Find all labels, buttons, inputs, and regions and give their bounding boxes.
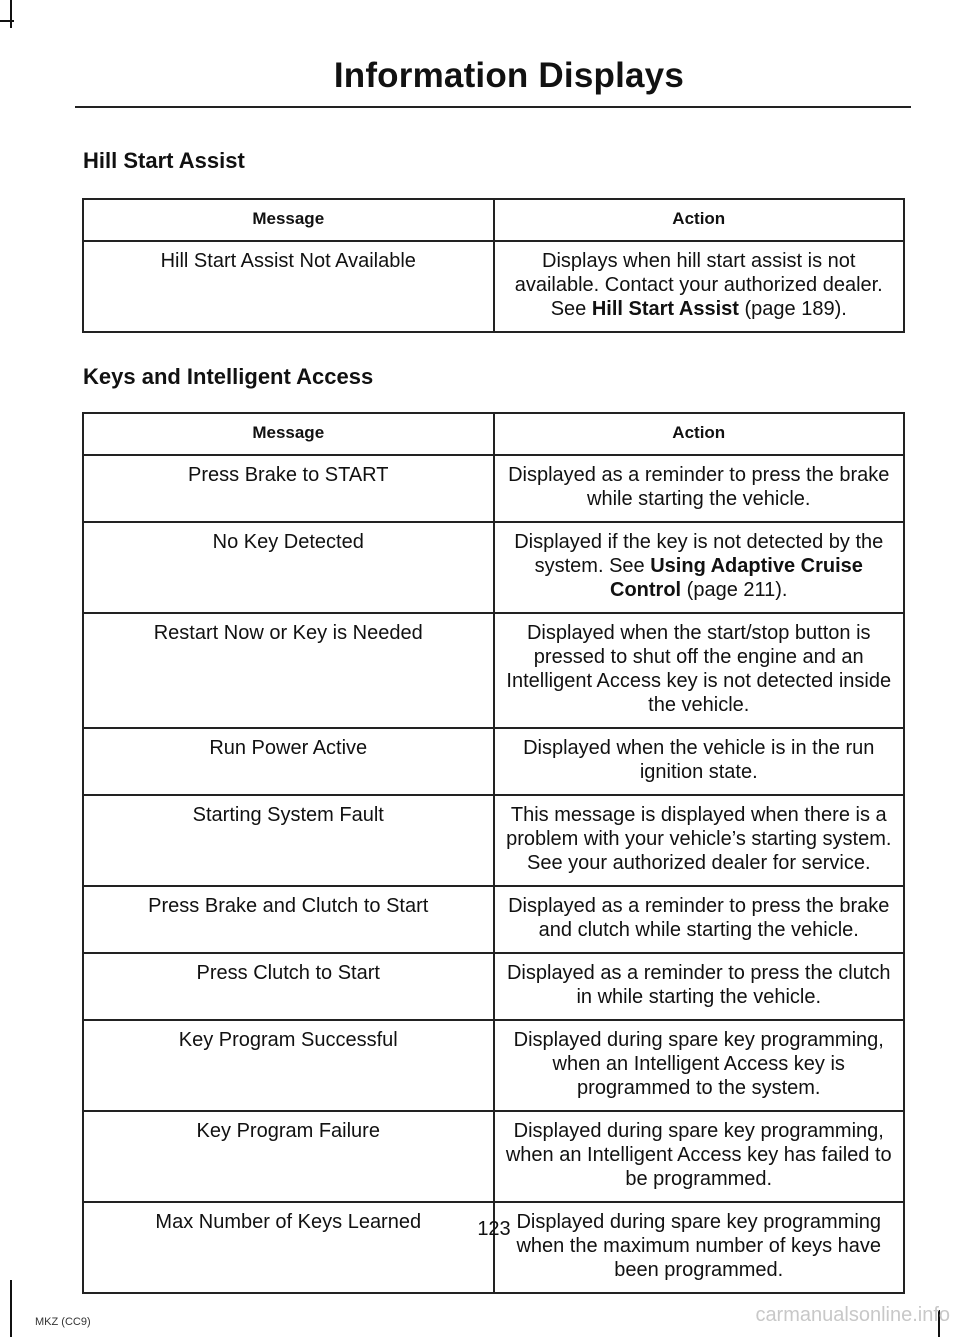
action-cell xyxy=(494,728,905,795)
column-header-message: Message xyxy=(83,199,494,241)
column-header-action: Action xyxy=(494,199,905,241)
page-number: 123 xyxy=(477,1218,511,1240)
action-text: Displayed when the start/stop button is pressed to shut off the engine and an Intelligent Access key is not detected inside the vehicle. xyxy=(506,622,892,716)
action-text: Displayed during spare key programming when the maximum number of keys have been programmed. xyxy=(516,1211,882,1281)
table-row xyxy=(83,728,904,795)
action-text: Displayed when the vehicle is in the run ignition state. xyxy=(523,737,875,783)
message-cell: Press Brake to START xyxy=(83,455,494,522)
chapter-title: Information Displays xyxy=(333,56,684,95)
message-cell: Run Power Active xyxy=(83,728,494,795)
crop-mark-top-left xyxy=(0,20,14,22)
action-text: This message is displayed when there is a problem with your vehicle’s starting system. See your authorized dealer for service. xyxy=(506,804,892,874)
message-table xyxy=(82,412,905,1294)
action-text: Displays when hill start assist is not available. Contact your authorized dealer. See xyxy=(514,250,883,320)
table-row xyxy=(83,795,904,886)
column-header-action: Action xyxy=(494,413,905,455)
message-cell: Key Program Failure xyxy=(83,1111,494,1202)
crop-mark-top-left xyxy=(10,0,12,28)
action-cell xyxy=(494,613,905,728)
table-row xyxy=(83,886,904,953)
action-cell xyxy=(494,1020,905,1111)
action-cell xyxy=(494,455,905,522)
table-row xyxy=(83,953,904,1020)
action-text: Displayed as a reminder to press the clutch in while starting the vehicle. xyxy=(506,962,891,1008)
action-text: Displayed during spare key programming, when an Intelligent Access key has failed to be programmed. xyxy=(505,1120,892,1190)
table-row xyxy=(83,1020,904,1111)
action-text: Displayed if the key is not detected by the system. See xyxy=(514,531,884,577)
table-header-row xyxy=(83,199,904,241)
action-cell xyxy=(494,953,905,1020)
action-cell xyxy=(494,886,905,953)
message-cell: Restart Now or Key is Needed xyxy=(83,613,494,728)
action-cell xyxy=(494,522,905,613)
message-cell: Starting System Fault xyxy=(83,795,494,886)
header-rule xyxy=(75,106,911,108)
action-text-suffix: (page 189). xyxy=(738,298,847,320)
page-reference-link[interactable]: Hill Start Assist xyxy=(591,298,739,320)
column-header-message: Message xyxy=(83,413,494,455)
message-cell: Key Program Successful xyxy=(83,1020,494,1111)
footer-model: MKZ (CC9) xyxy=(35,1316,91,1328)
message-cell: Hill Start Assist Not Available xyxy=(83,241,494,332)
action-cell xyxy=(494,1202,905,1293)
action-text: Displayed as a reminder to press the brake and clutch while starting the vehicle. xyxy=(508,895,890,941)
message-cell: Press Brake and Clutch to Start xyxy=(83,886,494,953)
section-heading: Keys and Intelligent Access xyxy=(83,364,374,389)
table-row xyxy=(83,1202,904,1293)
action-text: Displayed during spare key programming, when an Intelligent Access key is programmed to the system. xyxy=(513,1029,884,1099)
table-header-row xyxy=(83,413,904,455)
table-row xyxy=(83,613,904,728)
action-text: Displayed as a reminder to press the brake while starting the vehicle. xyxy=(508,464,890,510)
action-cell xyxy=(494,1111,905,1202)
table-row xyxy=(83,522,904,613)
message-cell: Press Clutch to Start xyxy=(83,953,494,1020)
section-heading: Hill Start Assist xyxy=(83,148,245,173)
message-cell: Max Number of Keys Learned xyxy=(83,1202,494,1293)
action-cell xyxy=(494,795,905,886)
table-row xyxy=(83,241,904,332)
action-text-suffix: (page 211). xyxy=(681,579,788,601)
watermark: carmanualsonline.info xyxy=(755,1304,950,1326)
message-table xyxy=(82,198,905,333)
action-cell xyxy=(494,241,905,332)
message-cell: No Key Detected xyxy=(83,522,494,613)
page-reference-link[interactable]: Using Adaptive Cruise Control xyxy=(610,555,863,601)
crop-mark-bottom-left xyxy=(10,1280,12,1337)
table-row xyxy=(83,455,904,522)
table-row xyxy=(83,1111,904,1202)
